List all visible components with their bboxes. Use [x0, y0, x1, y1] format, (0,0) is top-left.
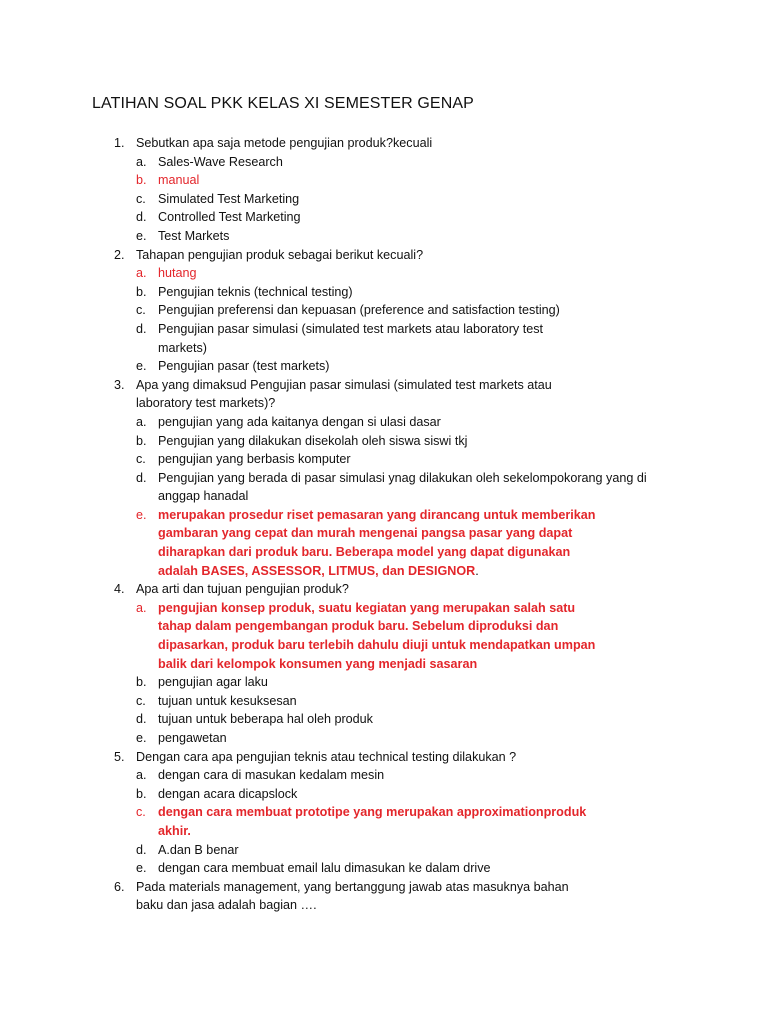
option-list: [92, 599, 728, 748]
option-text: Pengujian yang berada di pasar simulasi ynag dilakukan oleh sekelompokorang yang di anggap hanadal: [158, 470, 647, 504]
option-letter: d.: [136, 842, 147, 857]
question-number: 1.: [114, 136, 125, 150]
option-letter: a.: [136, 266, 147, 281]
option-letter: a.: [136, 154, 147, 169]
option-e-answer: [136, 506, 608, 580]
option-a: [136, 413, 728, 432]
option-text: Pengujian pasar (test markets): [158, 359, 330, 374]
question-text: Dengan cara apa pengujian teknis atau technical testing dilakukan ?: [136, 749, 517, 764]
option-b: [136, 432, 728, 451]
option-c: [136, 190, 728, 209]
question-text: Tahapan pengujian produk sebagai berikut kecuali?: [136, 247, 424, 262]
option-d: [136, 469, 658, 506]
option-letter: c.: [136, 805, 146, 820]
option-letter: e.: [136, 359, 147, 374]
option-text: Sales-Wave Research: [158, 154, 283, 169]
option-text: Test Markets: [158, 228, 230, 243]
option-text: pengujian yang berbasis komputer: [158, 452, 351, 467]
question-5: [92, 748, 728, 878]
option-list: [92, 413, 728, 580]
option-a-answer: [136, 264, 728, 283]
option-text: tujuan untuk kesuksesan: [158, 693, 297, 708]
option-text: dengan cara membuat email lalu dimasukan ke dalam drive: [158, 861, 491, 876]
option-letter: b.: [136, 433, 147, 448]
question-text: Apa yang dimaksud Pengujian pasar simulasi (simulated test markets atau laboratory test markets)?: [136, 377, 552, 411]
option-d: [136, 841, 728, 860]
question-stem: [92, 580, 556, 599]
option-text: dengan cara membuat prototipe yang merupakan approximationproduk akhir.: [158, 805, 587, 838]
option-letter: e.: [136, 861, 147, 876]
question-stem: [92, 376, 596, 413]
question-6: [92, 878, 728, 915]
option-c: [136, 692, 728, 711]
page-title: LATIHAN SOAL PKK KELAS XI SEMESTER GENAP: [92, 95, 474, 112]
option-a-answer: [136, 599, 598, 673]
option-c: [136, 450, 728, 469]
option-d: [136, 710, 728, 729]
option-letter: e.: [136, 228, 147, 243]
option-e: [136, 357, 728, 376]
option-b: [136, 785, 728, 804]
question-text: Sebutkan apa saja metode pengujian produk?kecuali: [136, 136, 433, 150]
question-number: 6.: [114, 879, 125, 894]
option-text: Pengujian teknis (technical testing): [158, 284, 353, 299]
question-3: [92, 376, 728, 581]
option-letter: d.: [136, 470, 147, 485]
option-d: [136, 208, 728, 227]
option-text: pengujian yang ada kaitanya dengan si ulasi dasar: [158, 414, 441, 429]
option-suffix: .: [475, 563, 479, 578]
option-letter: e.: [136, 507, 147, 522]
option-letter: c.: [136, 693, 146, 708]
question-text: Pada materials management, yang bertanggung jawab atas masuknya bahan baku dan jasa adalah bagian ….: [136, 879, 569, 913]
option-letter: a.: [136, 600, 147, 615]
option-letter: b.: [136, 786, 147, 801]
option-text: hutang: [158, 266, 197, 281]
option-text: merupakan prosedur riset pemasaran yang dirancang untuk memberikan gambaran yang cepat dan murah mengenai pangsa pasar yang dapat diharapkan dari produk baru. Beberapa model yang dapat digunakan adalah BASES, ASSESSOR, LITMUS, dan DESIGNOR: [158, 507, 596, 578]
option-letter: c.: [136, 452, 146, 467]
option-letter: b.: [136, 173, 147, 188]
question-number: 4.: [114, 582, 125, 597]
question-stem: [92, 134, 556, 153]
option-c-answer: [136, 803, 588, 840]
question-stem: [92, 878, 596, 915]
option-e: [136, 859, 728, 878]
question-4: [92, 580, 728, 747]
option-letter: d.: [136, 321, 147, 336]
option-letter: d.: [136, 712, 147, 727]
question-stem: [92, 246, 556, 265]
question-number: 5.: [114, 749, 125, 764]
option-a: [136, 153, 728, 172]
option-letter: b.: [136, 675, 147, 690]
option-text: dengan acara dicapslock: [158, 786, 298, 801]
option-d: [136, 320, 568, 357]
option-letter: a.: [136, 768, 147, 783]
option-text: dengan cara di masukan kedalam mesin: [158, 768, 385, 783]
option-c: [136, 301, 598, 320]
option-text: Pengujian preferensi dan kepuasan (preference and satisfaction testing): [158, 303, 560, 318]
option-text: Pengujian yang dilakukan disekolah oleh siswa siswi tkj: [158, 433, 468, 448]
option-e: [136, 729, 728, 748]
option-text: tujuan untuk beberapa hal oleh produk: [158, 712, 373, 727]
question-2: [92, 246, 728, 376]
option-b: [136, 673, 728, 692]
option-b: [136, 283, 728, 302]
option-text: Controlled Test Marketing: [158, 210, 301, 225]
option-b-answer: [136, 171, 728, 190]
option-list: [92, 766, 728, 878]
question-number: 3.: [114, 377, 125, 392]
option-text: pengawetan: [158, 731, 227, 745]
option-a: [136, 766, 728, 785]
question-stem: [92, 748, 596, 767]
option-list: [92, 153, 728, 246]
option-text: pengujian agar laku: [158, 675, 268, 690]
option-text: Pengujian pasar simulasi (simulated test markets atau laboratory test markets): [158, 321, 543, 355]
option-letter: e.: [136, 731, 147, 745]
option-text: A.dan B benar: [158, 842, 239, 857]
question-number: 2.: [114, 247, 125, 262]
question-1: [92, 134, 728, 246]
option-list: [92, 264, 728, 376]
option-text: manual: [158, 173, 200, 188]
option-letter: c.: [136, 303, 146, 318]
option-letter: a.: [136, 414, 147, 429]
question-text: Apa arti dan tujuan pengujian produk?: [136, 582, 349, 597]
option-e: [136, 227, 728, 246]
option-letter: b.: [136, 284, 147, 299]
option-text: Simulated Test Marketing: [158, 191, 300, 206]
option-letter: c.: [136, 191, 146, 206]
option-text: pengujian konsep produk, suatu kegiatan yang merupakan salah satu tahap dalam pengembangan produk baru. Sebelum diproduksi dan dipasarkan, produk baru terlebih dahulu diuji untuk mendapatkan umpan balik dari kelompok konsumen yang menjadi sasaran: [158, 600, 596, 671]
option-letter: d.: [136, 210, 147, 225]
